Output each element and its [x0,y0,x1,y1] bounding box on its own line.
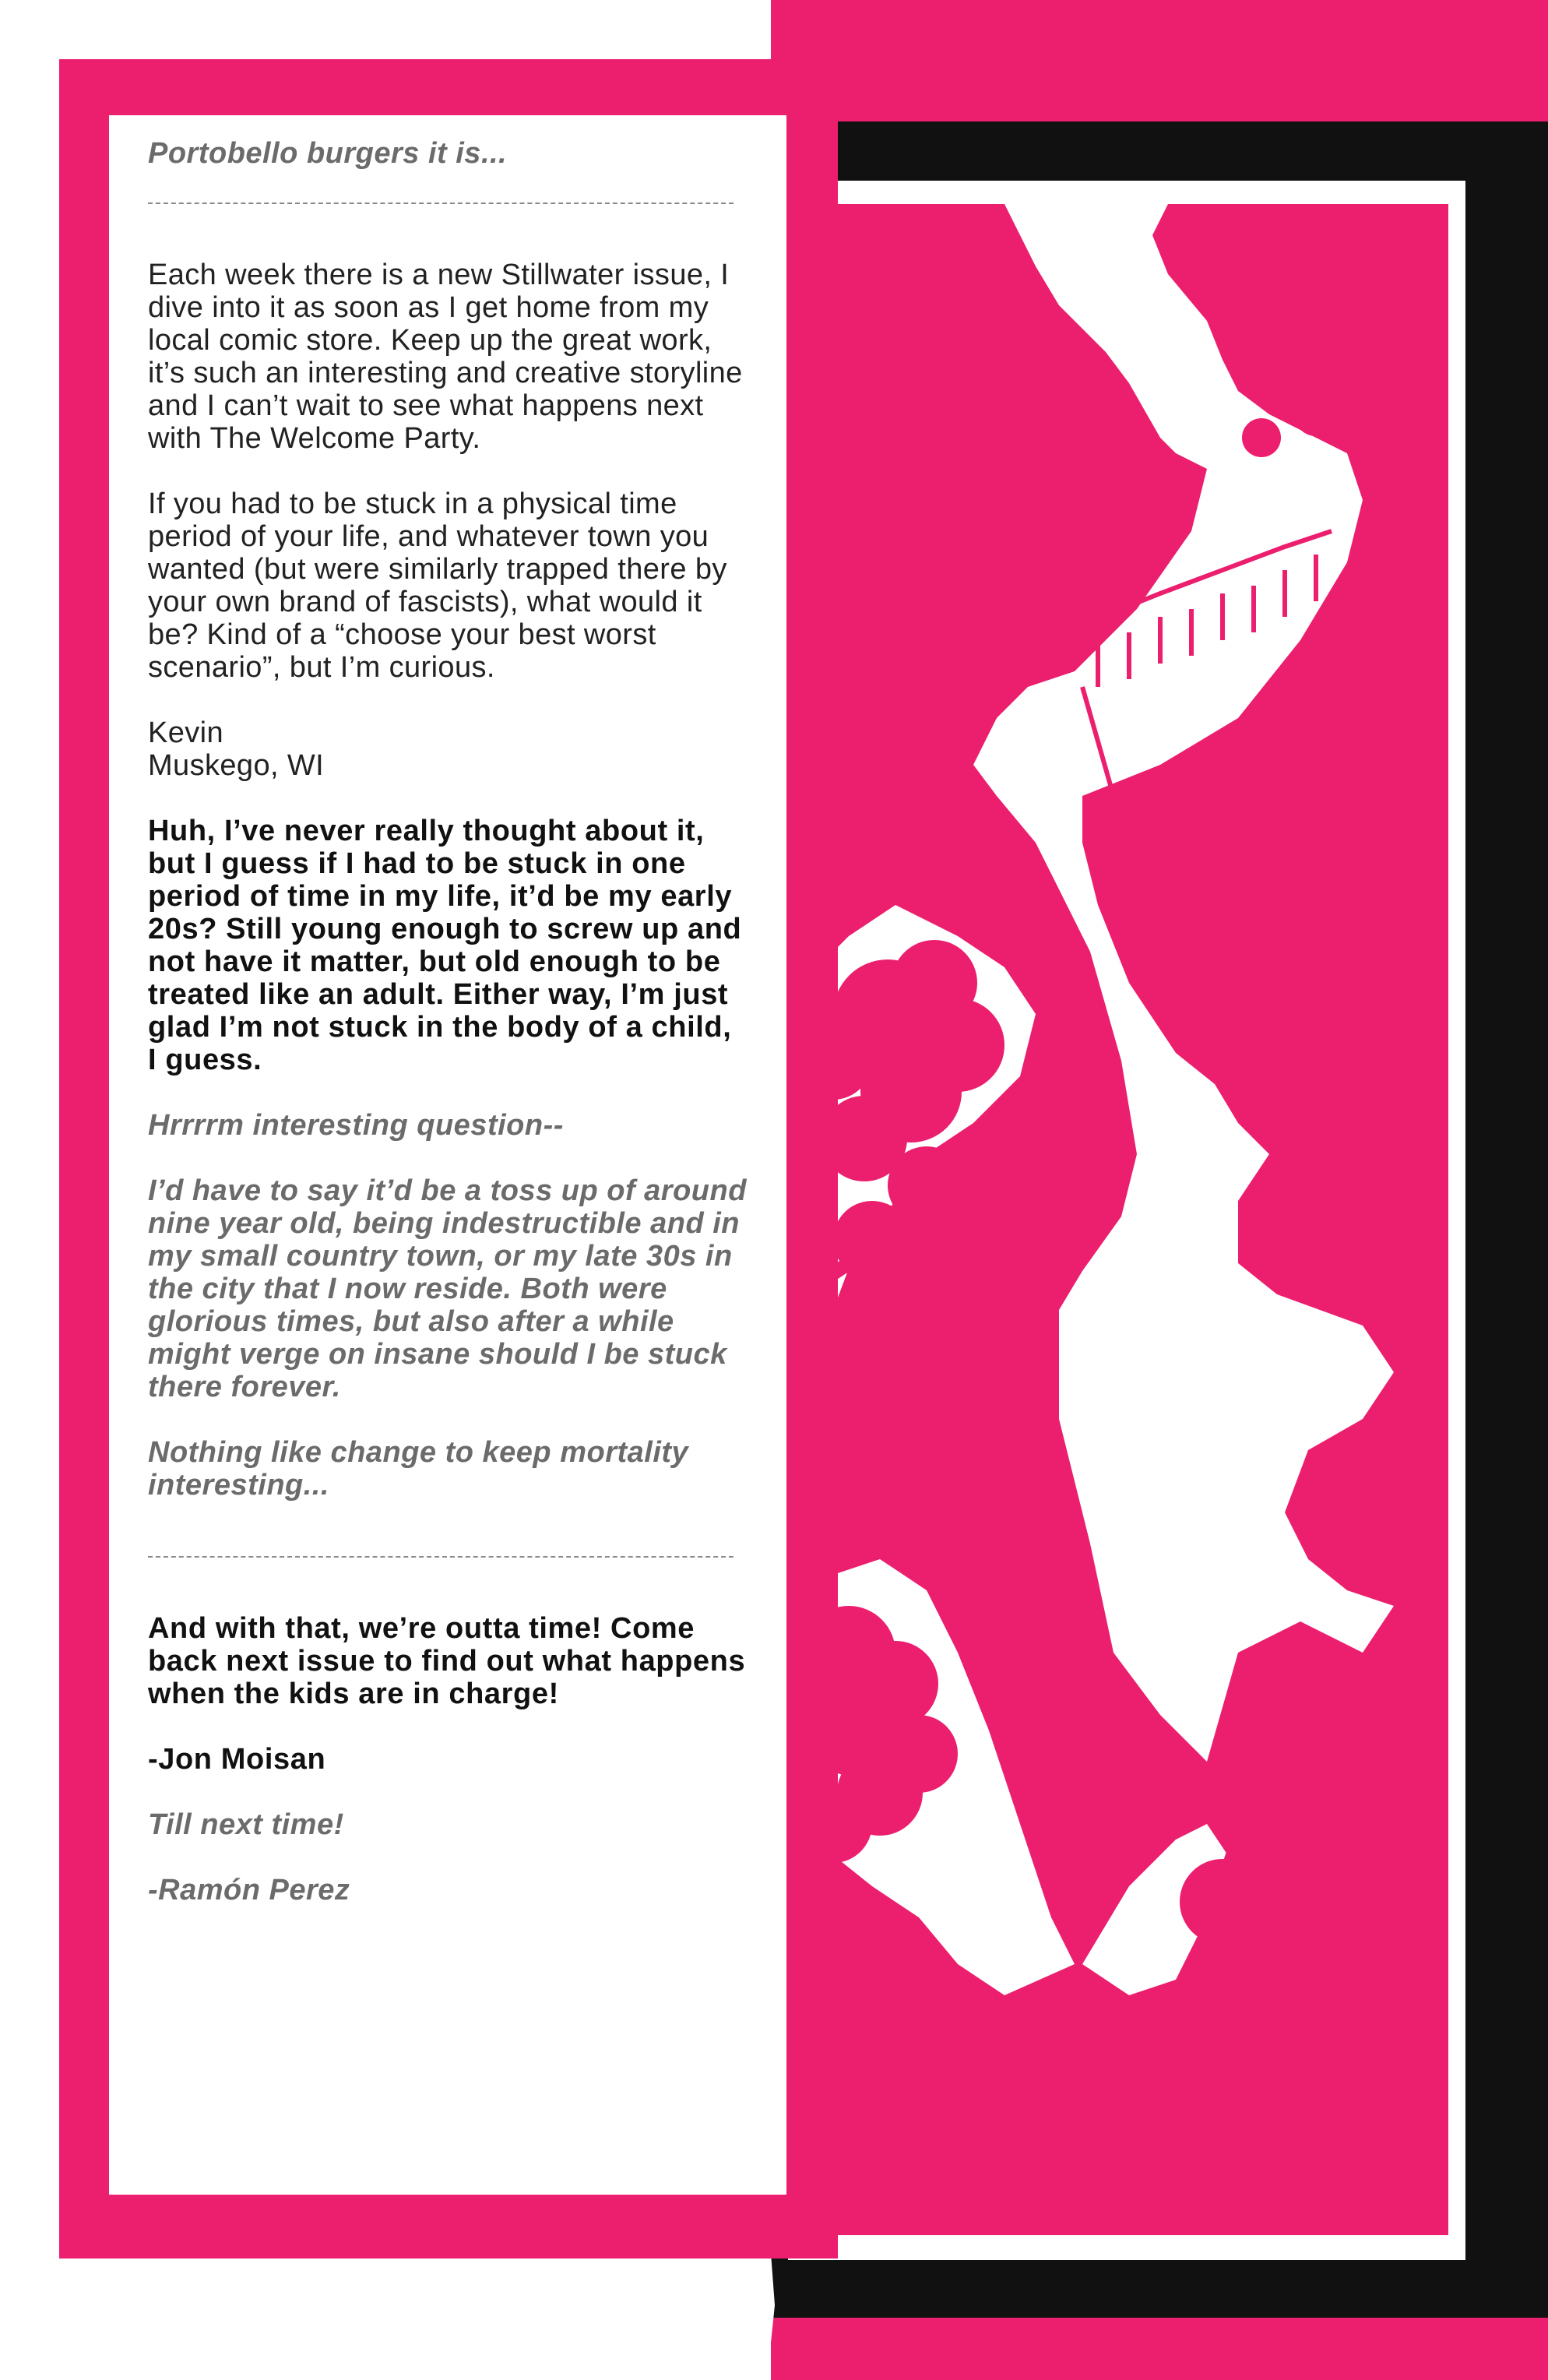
farewell-line: Till next time! [148,1808,344,1841]
letter-signature-place: Muskego, WI [148,749,325,782]
editor-reply: Huh, I’ve never really thought about it, but I guess if I had to be stuck in one period of time in my life, it’d be my early 20s? Still young enough to screw up and not have it matter, but old enough to be treated like an adult. Either way, I’m just glad I’m not stuck in the body of a child, I guess. [148,815,742,1076]
artist-reply-body: I’d have to say it’d be a toss up of around nine year old, being indestructible and in my small country town, or my late 30s in the city that I now reside. Both were glorious times, but also after a while might verge on insane should I be stuck there forever. [148,1174,747,1403]
treehouse-silhouette-icon [802,204,1448,2235]
intro-line: Portobello burgers it is... [148,137,508,170]
signature-jon: -Jon Moisan [148,1743,326,1776]
artist-reply-intro: Hrrrrm interesting question-- [148,1109,564,1142]
artist-reply-close: Nothing like change to keep mortality interesting... [148,1436,689,1502]
section-divider-2 [148,1556,734,1558]
signature-ramon: -Ramón Perez [148,1874,350,1906]
closing-message: And with that, we’re outta time! Come back next issue to find out what happens when the kids are in charge! [148,1612,746,1710]
letter-signature-name: Kevin [148,716,224,749]
treehouse-illustration [802,204,1448,2235]
letter-paragraph-2: If you had to be stuck in a physical time period of your life, and whatever town you wanted (but were similarly trapped there by your own brand of fascists), what would it be? Kind of a “choose your best worst scenario”, but I’m curious. [148,488,727,684]
letters-column [148,137,748,1939]
section-divider [148,202,734,204]
letter-paragraph-1: Each week there is a new Stillwater issue, I dive into it as soon as I get home from my local comic store. Keep up the great work, it’s such an interesting and creative storyline and I can’t wait to see what happens next with The Welcome Party. [148,259,743,455]
